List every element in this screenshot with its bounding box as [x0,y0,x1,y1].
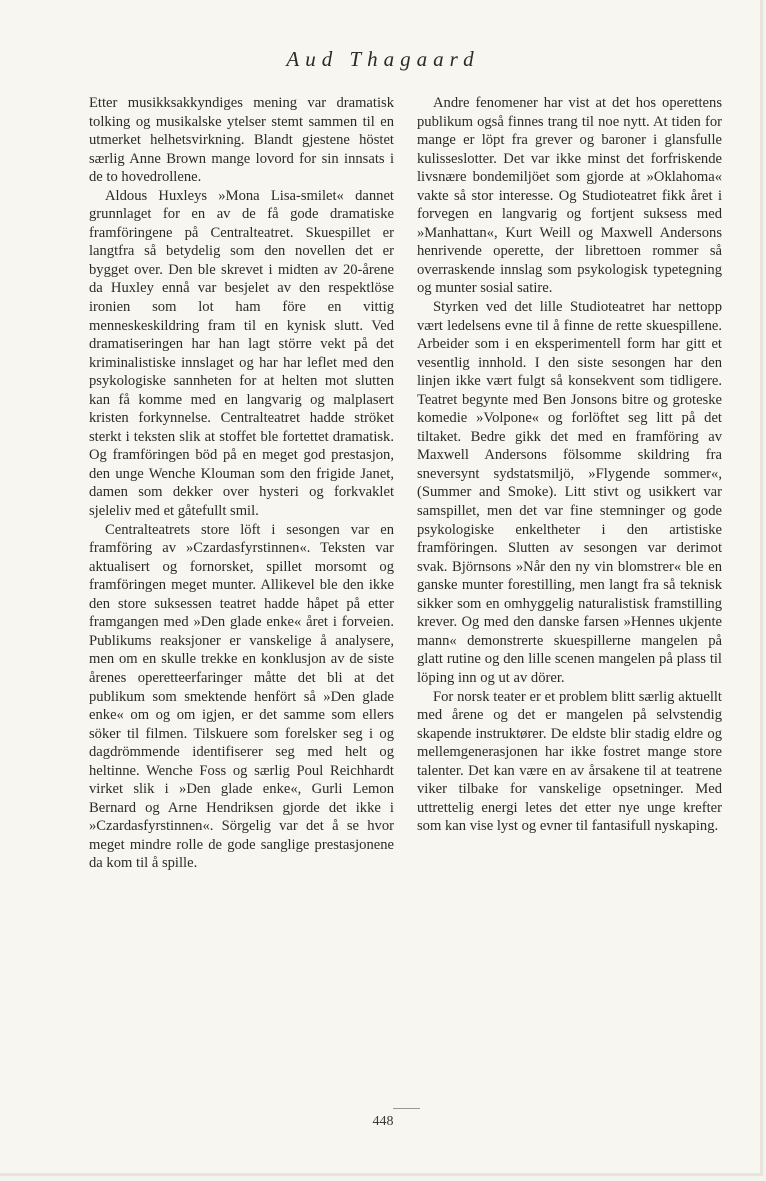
right-column [417,94,722,836]
paragraph: Andre fenomener har vist at det hos operettens publikum også finnes trang til noe nytt. At tiden for mange er löpt fra grever og baroner i glansfulle kulisseslotter. Det var ikke minst det forfriskende livsnære bondemiljöet som gjorde at »Oklahoma« vakte så stor interesse. Og Studioteatret fikk året i forvegen en langvarig og fortjent suksess med »Manhattan«, Kurt Weill og Maxwell Andersons henrivende operette, der librettoen rommer så overraskende innslag som psykologisk typetegning og munter sosial satire. [417,95,722,297]
paragraph: For norsk teater er et problem blitt særlig aktuellt med årene og det er mangelen på selvstendig skapende instruktører. De eldste blir stadig eldre og mellemgenerasjonen har ikke fostret mange store talenter. Det kan være en av årsakene til at teatrene viker tilbake for vanskelige opsetninger. Med uttrettelig energi letes det etter nye unge krefter som kan vise lyst og evner til fantasifull nyskaping. [417,688,722,835]
paragraph: Styrken ved det lille Studioteatret har nettopp vært ledelsens evne til å finne de rette skuespillene. Arbeider som i en eksperimentell form har gitt et vesentlig innhold. I den siste sesongen har den linjen ikke vært fulgt så konsekvent som tidligere. Teatret begynte med Ben Jonsons bitre og groteske komedie »Volpone« og forlöftet seg litt på det tiltaket. Bedre gikk det med en framföring av Maxwell Andersons fölsomme skildring fra sneversynt sydstatsmiljö, »Flygende sommer«, (Summer and Smoke). Litt stivt og usikkert var samspillet, men det var fine stemninger og gode psykologiske enkeltheter i den artistiske framföringen. Slutten av sesongen var derimot svak. Björnsons »Når den ny vin blomstrer« ble en ganske munter forestilling, men langt fra så teknisk sikker som en omhyggelig naturalistisk framstilling krever. Og med den danske farsen »Hennes ukjente mann« demonstrerte skuespillerne mangelen på glatt rutine og den lille scenen mangelen på plass til löping inn og ut av dörer. [417,299,722,686]
page-number: 448 [372,1114,394,1129]
left-column [89,94,394,873]
page-number-rule [393,1108,420,1109]
paragraph: Centralteatrets store löft i sesongen var en framföring av »Czardasfyrstinnen«. Teksten var aktualisert og fornorsket, spillet morsomt og framföringen meget munter. Allikevel ble den ikke den store suksessen teatret hadde håpet på etter framgangen med »Den glade enke« året i forveien. Publikums reaksjoner er vanskelige å analysere, men om en skulle trekke en konklusjon av de siste årenes operetteerfaringer måtte det bli at det publikum som smektende henfört så »Den glade enke« om og om igjen, er det samme som ellers söker til filmen. Tilskuere som forelsker seg i og dagdrömmende identifiserer seg med helt og heltinne. Wenche Foss og særlig Poul Reichhardt virket slik i »Den glade enke«, Gurli Lemon Bernard og Arne Hendriksen gjorde det ikke i »Czardasfyrstinnen«. Sörgelig var det å se hvor meget mindre rolle de gode sanglige prestasjonene da kom til å spille. [89,521,394,872]
paragraph: Etter musikksakkyndiges mening var dramatisk tolking og musikalske ytelser stemt sammen til en utmerket helhetsvirkning. Blandt gjestene höstet særlig Anne Brown mange lovord for sin innsats i de to hovedrollene. [89,95,394,186]
paragraph: Aldous Huxleys »Mona Lisa-smilet« dannet grunnlaget for en av de få gode dramatiske framföringene på Centralteatret. Skuespillet er langtfra så betydelig som den novellen det er bygget over. Den ble skrevet i midten av 20-årene da Huxley ennå var besjelet av den respektlöse ironien som lot ham före en vittig menneskeskildring fram til en kynisk slutt. Ved dramatiseringen har han lagt större vekt på det kriminalistiske innslaget og har har leflet med den psykologiske sannheten for at helten mot slutten kan få komme med en langvarig og malplasert kristen forkynnelse. Centralteatret hadde ströket sterkt i teksten slik at stoffet ble fortettet dramatisk. Og framföringen böd på en meget god prestasjon, den unge Wenche Klouman som den frigide Janet, damen som dekker over hysteri og forkvaklet sjeleliv med et gåtefullt smil. [89,187,394,520]
running-header-author: Aud Thagaard [286,47,480,71]
